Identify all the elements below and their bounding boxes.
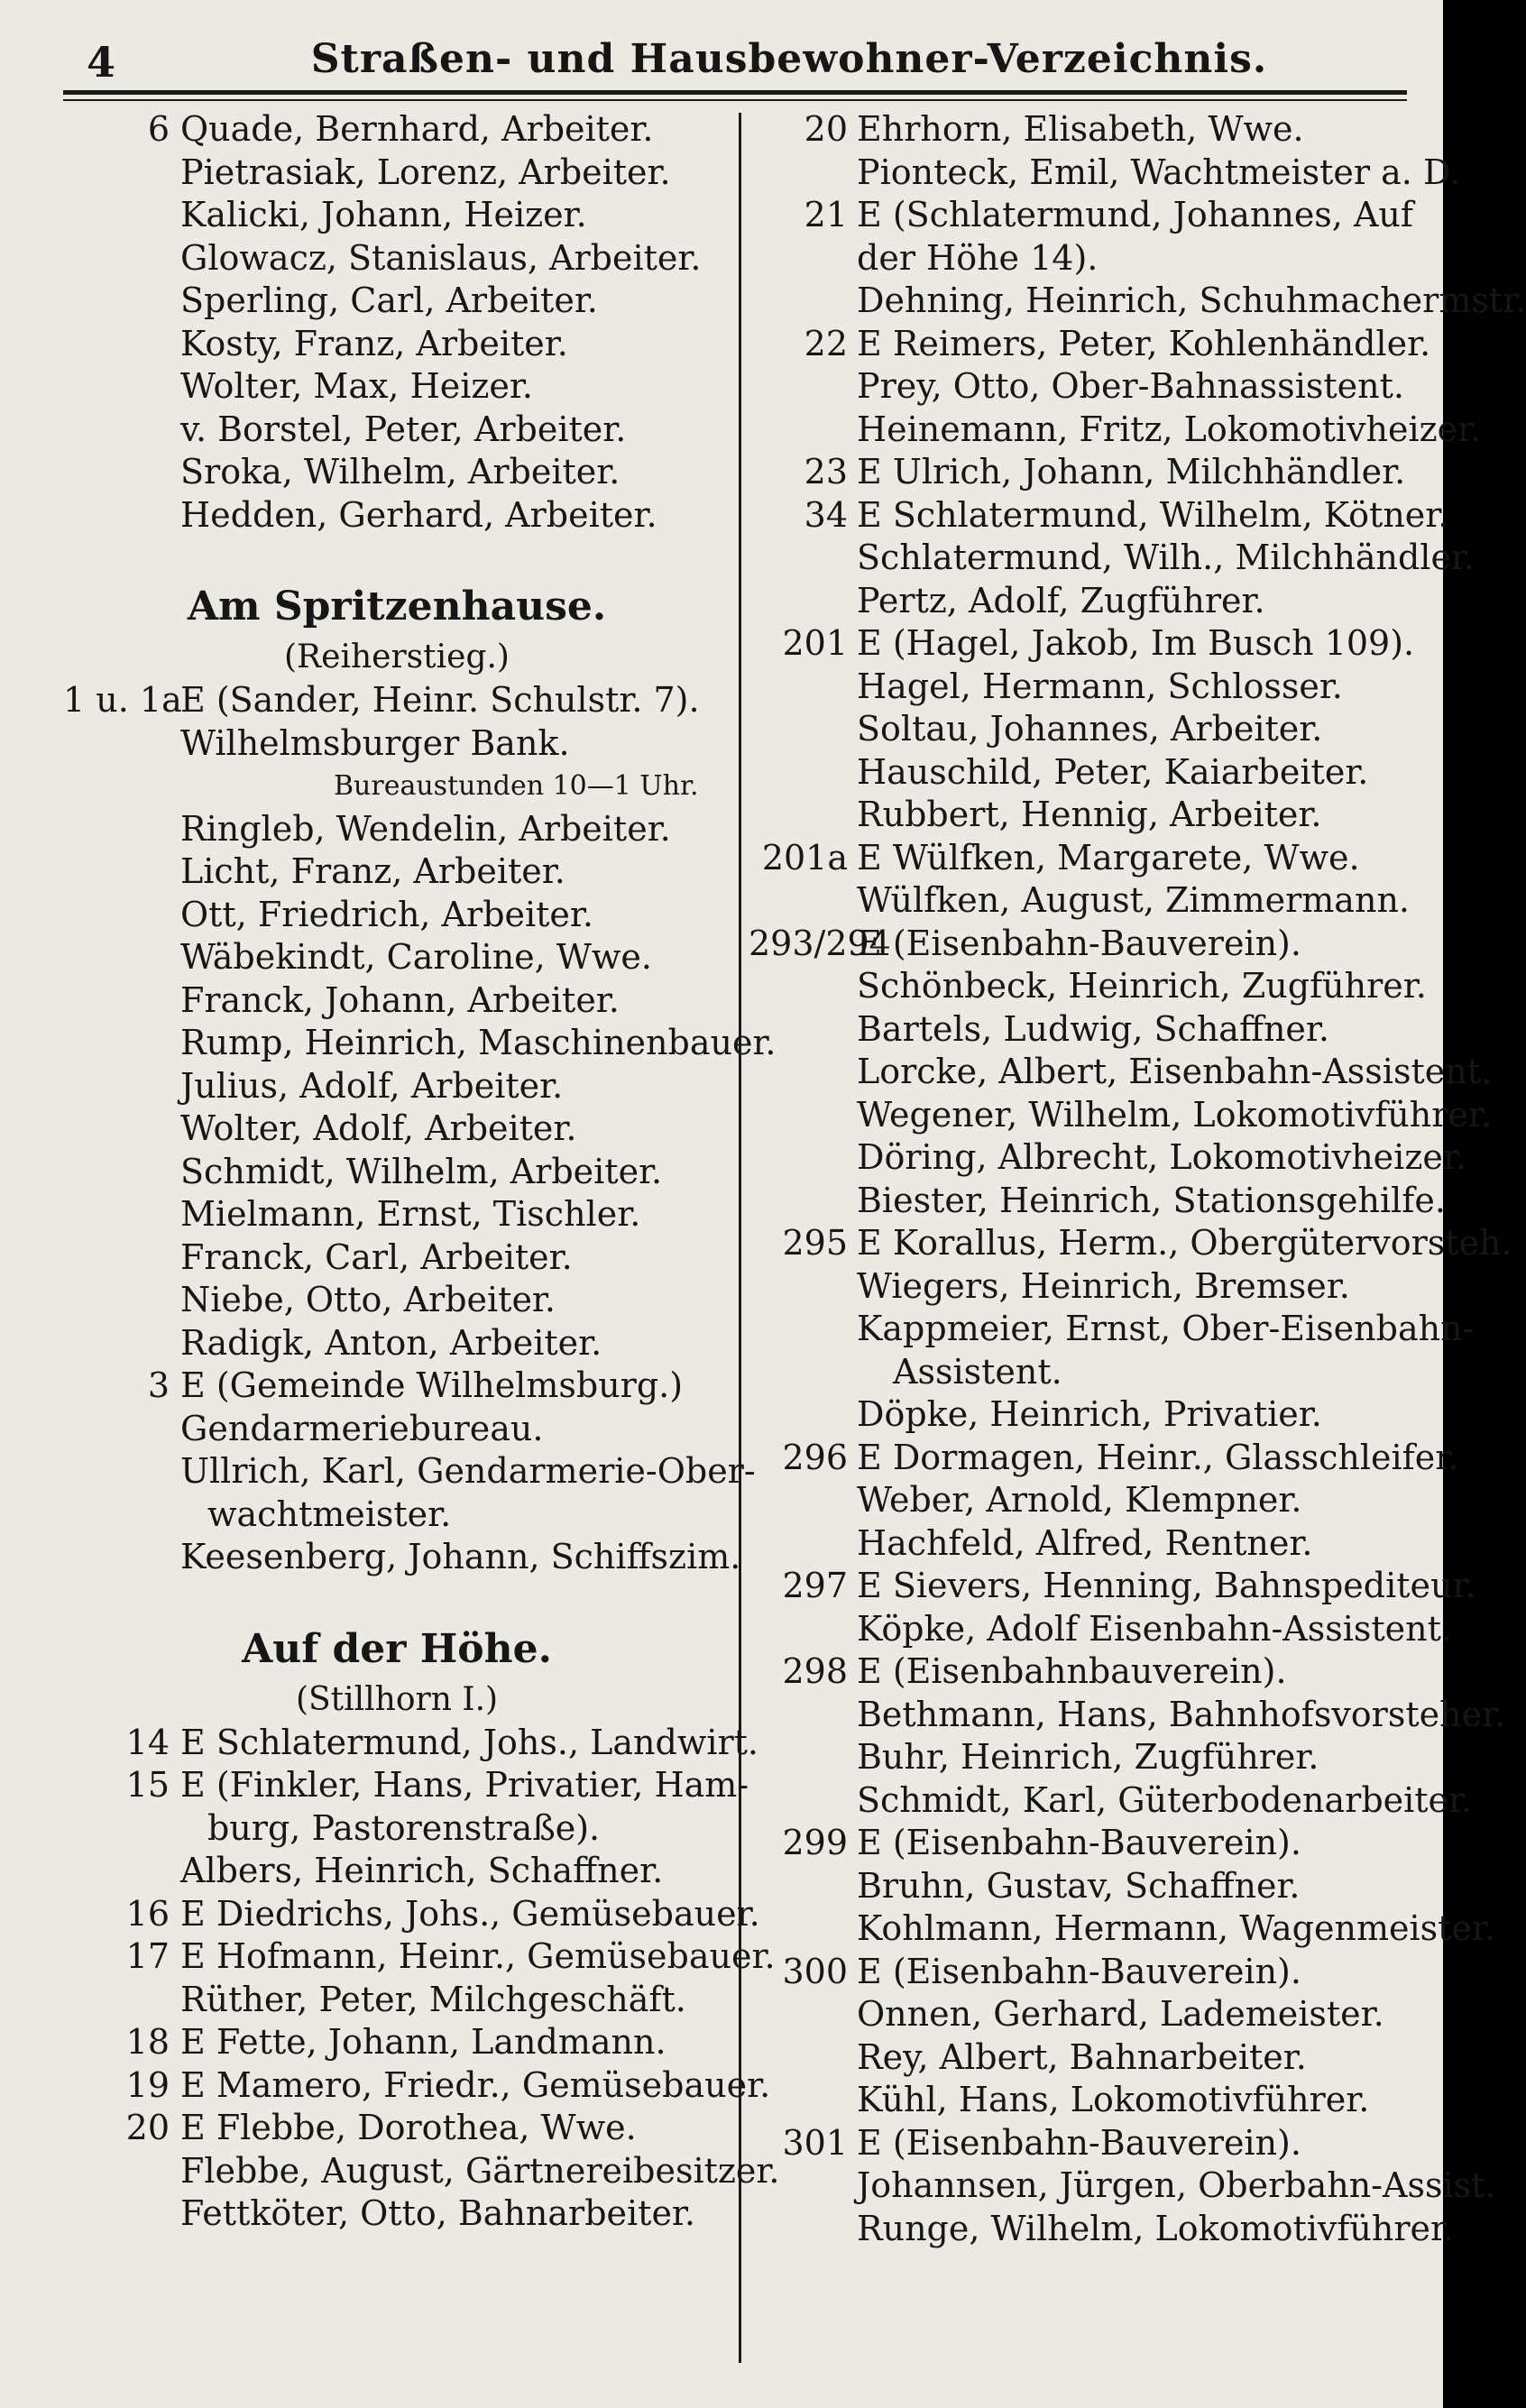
- resident-text: Licht, Franz, Arbeiter.: [180, 851, 565, 891]
- directory-entry: [749, 923, 1416, 966]
- directory-entry: [63, 2150, 780, 2193]
- house-number: 16: [125, 1893, 170, 1934]
- directory-entry: [749, 1094, 1492, 1137]
- resident-text: Wäbekindt, Caroline, Wwe.: [180, 937, 652, 977]
- resident-text: Franck, Carl, Arbeiter.: [180, 1236, 573, 1277]
- resident-text: Mielmann, Ernst, Tischler.: [180, 1194, 641, 1234]
- resident-text: Bartels, Ludwig, Schaffner.: [857, 1008, 1329, 1049]
- directory-entry: [749, 879, 1416, 923]
- directory-entry: [63, 1193, 731, 1236]
- house-number: 20: [804, 109, 848, 149]
- resident-text: E Reimers, Peter, Kohlenhändler.: [857, 323, 1431, 363]
- directory-entry: [63, 850, 731, 894]
- resident-text: Albers, Heinrich, Schaffner.: [180, 1851, 664, 1890]
- resident-text: Rüther, Peter, Milchgeschäft.: [180, 1979, 686, 2019]
- resident-text: Hagel, Hermann, Schlosser.: [857, 666, 1343, 706]
- directory-entry: [749, 1180, 1446, 1223]
- house-number: 301: [782, 2122, 848, 2163]
- resident-text: E Fette, Johann, Landmann.: [180, 2022, 666, 2062]
- directory-entry: [63, 1279, 731, 1322]
- house-number: 19: [125, 2064, 170, 2105]
- resident-text: E (Eisenbahn-Bauverein).: [857, 1823, 1301, 1862]
- resident-text: E Schlatermund, Wilhelm, Kötner.: [857, 494, 1449, 535]
- directory-entry: [63, 1979, 731, 2022]
- resident-text: Ringleb, Wendelin, Arbeiter.: [180, 808, 671, 849]
- resident-text: Ehrhorn, Elisabeth, Wwe.: [857, 109, 1304, 149]
- resident-text: Gendarmeriebureau.: [180, 1408, 544, 1448]
- resident-text: Döpke, Heinrich, Privatier.: [857, 1394, 1322, 1434]
- resident-text: E Korallus, Herm., Obergütervorsteh.: [857, 1223, 1512, 1263]
- directory-entry: [63, 152, 731, 195]
- resident-text: Franck, Johann, Arbeiter.: [180, 979, 620, 1020]
- resident-text: Köpke, Adolf Eisenbahn-Assistent.: [857, 1608, 1452, 1649]
- resident-text: Soltau, Johannes, Arbeiter.: [857, 709, 1323, 749]
- resident-text: Kappmeier, Ernst, Ober-Eisenbahn-: [857, 1309, 1475, 1348]
- right-column: [749, 108, 1526, 2250]
- directory-entry: [749, 108, 1416, 152]
- directory-entry: [63, 1107, 731, 1151]
- directory-entry: [749, 1650, 1416, 1694]
- directory-entry: [749, 537, 1475, 580]
- section-subheading: (Stillhorn I.): [295, 1680, 499, 1718]
- resident-text: wachtmeister.: [207, 1494, 452, 1534]
- resident-text: E Schlatermund, Johs., Landwirt.: [180, 1722, 759, 1762]
- entries-group: [63, 679, 731, 765]
- page-number: 4: [87, 38, 116, 87]
- house-number: 296: [782, 1437, 848, 1477]
- directory-entry: [749, 1608, 1452, 1651]
- directory-entry: [63, 679, 731, 722]
- resident-text: E Ulrich, Johann, Milchhändler.: [857, 452, 1406, 492]
- directory-entry: [63, 722, 731, 766]
- resident-text: Quade, Bernhard, Arbeiter.: [180, 109, 654, 149]
- resident-text: Johannsen, Jürgen, Oberbahn-Assist.: [857, 2165, 1496, 2205]
- column-divider: [739, 113, 741, 2363]
- resident-text: Julius, Adolf, Arbeiter.: [180, 1065, 564, 1106]
- directory-entry: [749, 1951, 1416, 1994]
- house-number: 295: [782, 1223, 848, 1263]
- directory-entry: [749, 1822, 1416, 1865]
- resident-text: E Hofmann, Heinr., Gemüsebauer.: [180, 1936, 776, 1976]
- resident-text: E Dormagen, Heinr., Glasschleifer.: [857, 1437, 1459, 1477]
- directory-entry: [749, 494, 1449, 538]
- directory-entry: [749, 965, 1427, 1008]
- directory-entry: [749, 1694, 1506, 1737]
- directory-entry: [749, 365, 1416, 409]
- header-rule-thin: [63, 99, 1407, 101]
- directory-entry: [63, 451, 731, 494]
- directory-entry: [749, 1008, 1416, 1052]
- directory-entry: [63, 1722, 759, 1765]
- resident-text: E (Gemeinde Wilhelmsburg.): [180, 1365, 684, 1405]
- directory-entry: [749, 622, 1416, 666]
- directory-entry: [749, 1265, 1416, 1309]
- resident-text: Wilhelmsburger Bank.: [180, 722, 570, 763]
- resident-text: Fettköter, Otto, Bahnarbeiter.: [180, 2193, 696, 2233]
- resident-text: Dehning, Heinrich, Schuhmachermstr.: [857, 280, 1526, 320]
- directory-entry: [63, 2192, 731, 2236]
- directory-entry: [63, 1450, 756, 1494]
- resident-text: Hedden, Gerhard, Arbeiter.: [180, 494, 657, 535]
- directory-entry: [749, 1993, 1416, 2036]
- directory-entry: [63, 237, 731, 280]
- header-rule: [63, 90, 1407, 95]
- directory-entry: [749, 1865, 1416, 1908]
- resident-text: Runge, Wilhelm, Lokomotivführer.: [857, 2208, 1455, 2248]
- resident-text: Rey, Albert, Bahnarbeiter.: [857, 2036, 1307, 2077]
- resident-text: E (Sander, Heinr. Schulstr. 7).: [180, 680, 700, 720]
- entries-group: [749, 108, 1526, 2250]
- directory-entry: [749, 2164, 1496, 2208]
- directory-entry: [749, 751, 1416, 795]
- resident-text: E (Eisenbahn-Bauverein).: [857, 1951, 1301, 1991]
- directory-entry: [63, 2107, 731, 2150]
- directory-entry: [749, 837, 1416, 880]
- directory-entry: [63, 365, 731, 409]
- section-gap: [63, 1579, 731, 1621]
- resident-text: Weber, Arnold, Klempner.: [857, 1480, 1302, 1520]
- resident-text: Prey, Otto, Ober-Bahnassistent.: [857, 366, 1404, 406]
- house-number: 3: [147, 1365, 170, 1405]
- directory-entry: [63, 2021, 731, 2064]
- house-number: 20: [125, 2108, 170, 2147]
- directory-entry: [749, 1136, 1466, 1180]
- entries-group: [63, 108, 731, 537]
- resident-text: E Flebbe, Dorothea, Wwe.: [180, 2108, 637, 2147]
- resident-text: Döring, Albrecht, Lokomotivheizer.: [857, 1137, 1466, 1177]
- resident-text: Kohlmann, Hermann, Wagenmeister.: [857, 1908, 1495, 1948]
- resident-text: Buhr, Heinrich, Zugführer.: [857, 1737, 1319, 1777]
- house-number: 15: [125, 1765, 170, 1805]
- house-number: 17: [125, 1936, 170, 1976]
- section-heading: Am Spritzenhause.: [187, 584, 607, 630]
- directory-entry: [63, 1151, 731, 1194]
- directory-entry: [749, 1437, 1459, 1480]
- resident-text: E (Eisenbahn-Bauverein).: [857, 2122, 1301, 2163]
- directory-entry: [63, 409, 731, 452]
- directory-entry: [749, 1565, 1476, 1608]
- resident-text: Ott, Friedrich, Arbeiter.: [180, 894, 593, 934]
- directory-entry: [749, 580, 1416, 623]
- directory-entry: [63, 1065, 731, 1108]
- directory-entry: [749, 1736, 1416, 1779]
- resident-text: Wolter, Adolf, Arbeiter.: [180, 1108, 577, 1148]
- directory-entry: [63, 323, 731, 366]
- directory-entry: [749, 2079, 1416, 2122]
- directory-entry: [749, 1051, 1493, 1094]
- directory-entry: [63, 1935, 776, 1979]
- house-number: 201: [782, 623, 848, 663]
- resident-text: Heinemann, Fritz, Lokomotivheizer.: [857, 409, 1482, 449]
- running-title: Straßen- und Hausbewohner-Verzeichnis.: [310, 36, 1268, 82]
- directory-entry: [63, 108, 731, 152]
- section-gap: [63, 537, 731, 578]
- directory-entry: [63, 1764, 749, 1807]
- directory-entry: [749, 1351, 1416, 1394]
- resident-text: E Mamero, Friedr., Gemüsebauer.: [180, 2064, 771, 2105]
- directory-entry: [749, 237, 1416, 280]
- directory-entry: [63, 494, 731, 538]
- resident-text: E (Schlatermund, Johannes, Auf: [857, 195, 1413, 234]
- resident-text: E (Finkler, Hans, Privatier, Ham-: [180, 1765, 749, 1805]
- house-number: 21: [804, 195, 848, 234]
- directory-entry: [63, 2064, 771, 2108]
- resident-text: Rubbert, Hennig, Arbeiter.: [857, 795, 1322, 834]
- resident-text: Biester, Heinrich, Stationsgehilfe.: [857, 1180, 1446, 1220]
- resident-text: Assistent.: [893, 1351, 1062, 1392]
- directory-entry: [63, 1893, 760, 1936]
- resident-text: Wegener, Wilhelm, Lokomotivführer.: [857, 1094, 1492, 1135]
- page-header: [63, 29, 1407, 92]
- house-number: 6: [147, 109, 170, 149]
- bank-hours-note: Bureaustunden 10—1 Uhr.: [334, 770, 699, 802]
- directory-entry: [749, 1779, 1473, 1823]
- resident-text: Pionteck, Emil, Wachtmeister a. D.: [857, 152, 1461, 192]
- resident-text: Schönbeck, Heinrich, Zugführer.: [857, 966, 1427, 1006]
- entries-group: [63, 808, 777, 1579]
- directory-entry: [63, 1536, 741, 1579]
- resident-text: Schlatermund, Wilh., Milchhändler.: [857, 538, 1475, 577]
- resident-text: Kühl, Hans, Lokomotivführer.: [857, 2080, 1370, 2119]
- directory-entry: [749, 1907, 1495, 1951]
- resident-text: Glowacz, Stanislaus, Arbeiter.: [180, 237, 702, 278]
- resident-text: Wiegers, Heinrich, Bremser.: [857, 1265, 1350, 1306]
- resident-text: Ullrich, Karl, Gendarmerie-Ober-: [180, 1451, 756, 1491]
- directory-entry: [63, 1365, 731, 1408]
- directory-entry: [63, 1850, 731, 1893]
- directory-entry: [749, 2208, 1455, 2251]
- house-number: 293/294: [749, 923, 891, 963]
- directory-entry: [749, 2036, 1416, 2080]
- house-number: 299: [782, 1823, 848, 1862]
- directory-entry: [749, 794, 1416, 837]
- resident-text: E (Hagel, Jakob, Im Busch 109).: [857, 623, 1415, 663]
- resident-text: Pietrasiak, Lorenz, Arbeiter.: [180, 152, 671, 192]
- house-number: 23: [804, 452, 848, 492]
- directory-entry: [63, 1408, 731, 1451]
- left-column: [63, 108, 780, 2236]
- directory-entry: [749, 1222, 1512, 1265]
- house-number: 14: [125, 1722, 170, 1762]
- directory-entry: [63, 1022, 777, 1065]
- resident-text: Wolter, Max, Heizer.: [180, 366, 533, 406]
- section-heading: Auf der Höhe.: [242, 1625, 552, 1672]
- resident-text: Hauschild, Peter, Kaiarbeiter.: [857, 751, 1369, 792]
- directory-entry: [749, 1479, 1416, 1522]
- resident-text: Niebe, Otto, Arbeiter.: [180, 1280, 556, 1319]
- resident-text: E (Eisenbahn-Bauverein).: [857, 923, 1301, 963]
- resident-text: Lorcke, Albert, Eisenbahn-Assistent.: [857, 1052, 1493, 1091]
- directory-entry: [749, 2122, 1416, 2165]
- directory-entry: [749, 280, 1526, 323]
- resident-text: der Höhe 14).: [857, 237, 1099, 278]
- resident-text: v. Borstel, Peter, Arbeiter.: [180, 409, 627, 449]
- directory-entry: [63, 1494, 731, 1537]
- resident-text: Sroka, Wilhelm, Arbeiter.: [180, 452, 621, 492]
- house-number: 297: [782, 1566, 848, 1605]
- entries-group: [63, 1722, 780, 2236]
- directory-entry: [749, 409, 1482, 452]
- resident-text: E Diedrichs, Johs., Gemüsebauer.: [180, 1893, 760, 1934]
- directory-entry: [749, 708, 1416, 751]
- resident-text: Schmidt, Karl, Güterbodenarbeiter.: [857, 1779, 1473, 1820]
- resident-text: Keesenberg, Johann, Schiffszim.: [180, 1537, 741, 1576]
- house-number: 18: [125, 2022, 170, 2062]
- resident-text: E Sievers, Henning, Bahnspediteur.: [857, 1566, 1476, 1605]
- directory-entry: [63, 194, 731, 237]
- directory-entry: [749, 451, 1416, 494]
- section-subheading: (Reiherstieg.): [284, 639, 510, 676]
- house-number: 1 u. 1a: [63, 680, 182, 720]
- directory-entry: [63, 979, 731, 1023]
- resident-text: Onnen, Gerhard, Lademeister.: [857, 1994, 1384, 2034]
- directory-entry: [749, 152, 1461, 195]
- resident-text: Kalicki, Johann, Heizer.: [180, 195, 587, 234]
- resident-text: Kosty, Franz, Arbeiter.: [180, 323, 568, 363]
- resident-text: E Wülfken, Margarete, Wwe.: [857, 837, 1360, 878]
- resident-text: Rump, Heinrich, Maschinenbauer.: [180, 1023, 777, 1062]
- directory-entry: [63, 280, 731, 323]
- resident-text: Hachfeld, Alfred, Rentner.: [857, 1522, 1313, 1563]
- house-number: 22: [804, 323, 848, 363]
- resident-text: Schmidt, Wilhelm, Arbeiter.: [180, 1151, 663, 1191]
- house-number: 300: [782, 1951, 848, 1991]
- resident-text: E (Eisenbahnbauverein).: [857, 1651, 1287, 1691]
- resident-text: Wülfken, August, Zimmermann.: [857, 880, 1410, 920]
- directory-entry: [749, 194, 1416, 237]
- directory-entry: [63, 1322, 731, 1365]
- directory-entry: [749, 1308, 1475, 1351]
- directory-entry: [63, 894, 731, 937]
- resident-text: burg, Pastorenstraße).: [207, 1807, 601, 1848]
- directory-entry: [749, 323, 1431, 366]
- house-number: 34: [804, 494, 848, 535]
- directory-entry: [749, 666, 1416, 709]
- directory-entry: [63, 1236, 731, 1280]
- resident-text: Bruhn, Gustav, Schaffner.: [857, 1865, 1301, 1906]
- house-number: 298: [782, 1651, 848, 1691]
- house-number: 201a: [761, 837, 848, 878]
- directory-entry: [63, 936, 731, 979]
- resident-text: Sperling, Carl, Arbeiter.: [180, 280, 598, 320]
- directory-entry: [63, 808, 731, 851]
- resident-text: Bethmann, Hans, Bahnhofsvorsteher.: [857, 1694, 1506, 1734]
- directory-entry: [749, 1393, 1416, 1437]
- resident-text: Pertz, Adolf, Zugführer.: [857, 580, 1265, 620]
- directory-entry: [749, 1522, 1416, 1566]
- resident-text: Radigk, Anton, Arbeiter.: [180, 1322, 602, 1363]
- resident-text: Flebbe, August, Gärtnereibesitzer.: [180, 2150, 780, 2191]
- directory-entry: [63, 1807, 731, 1851]
